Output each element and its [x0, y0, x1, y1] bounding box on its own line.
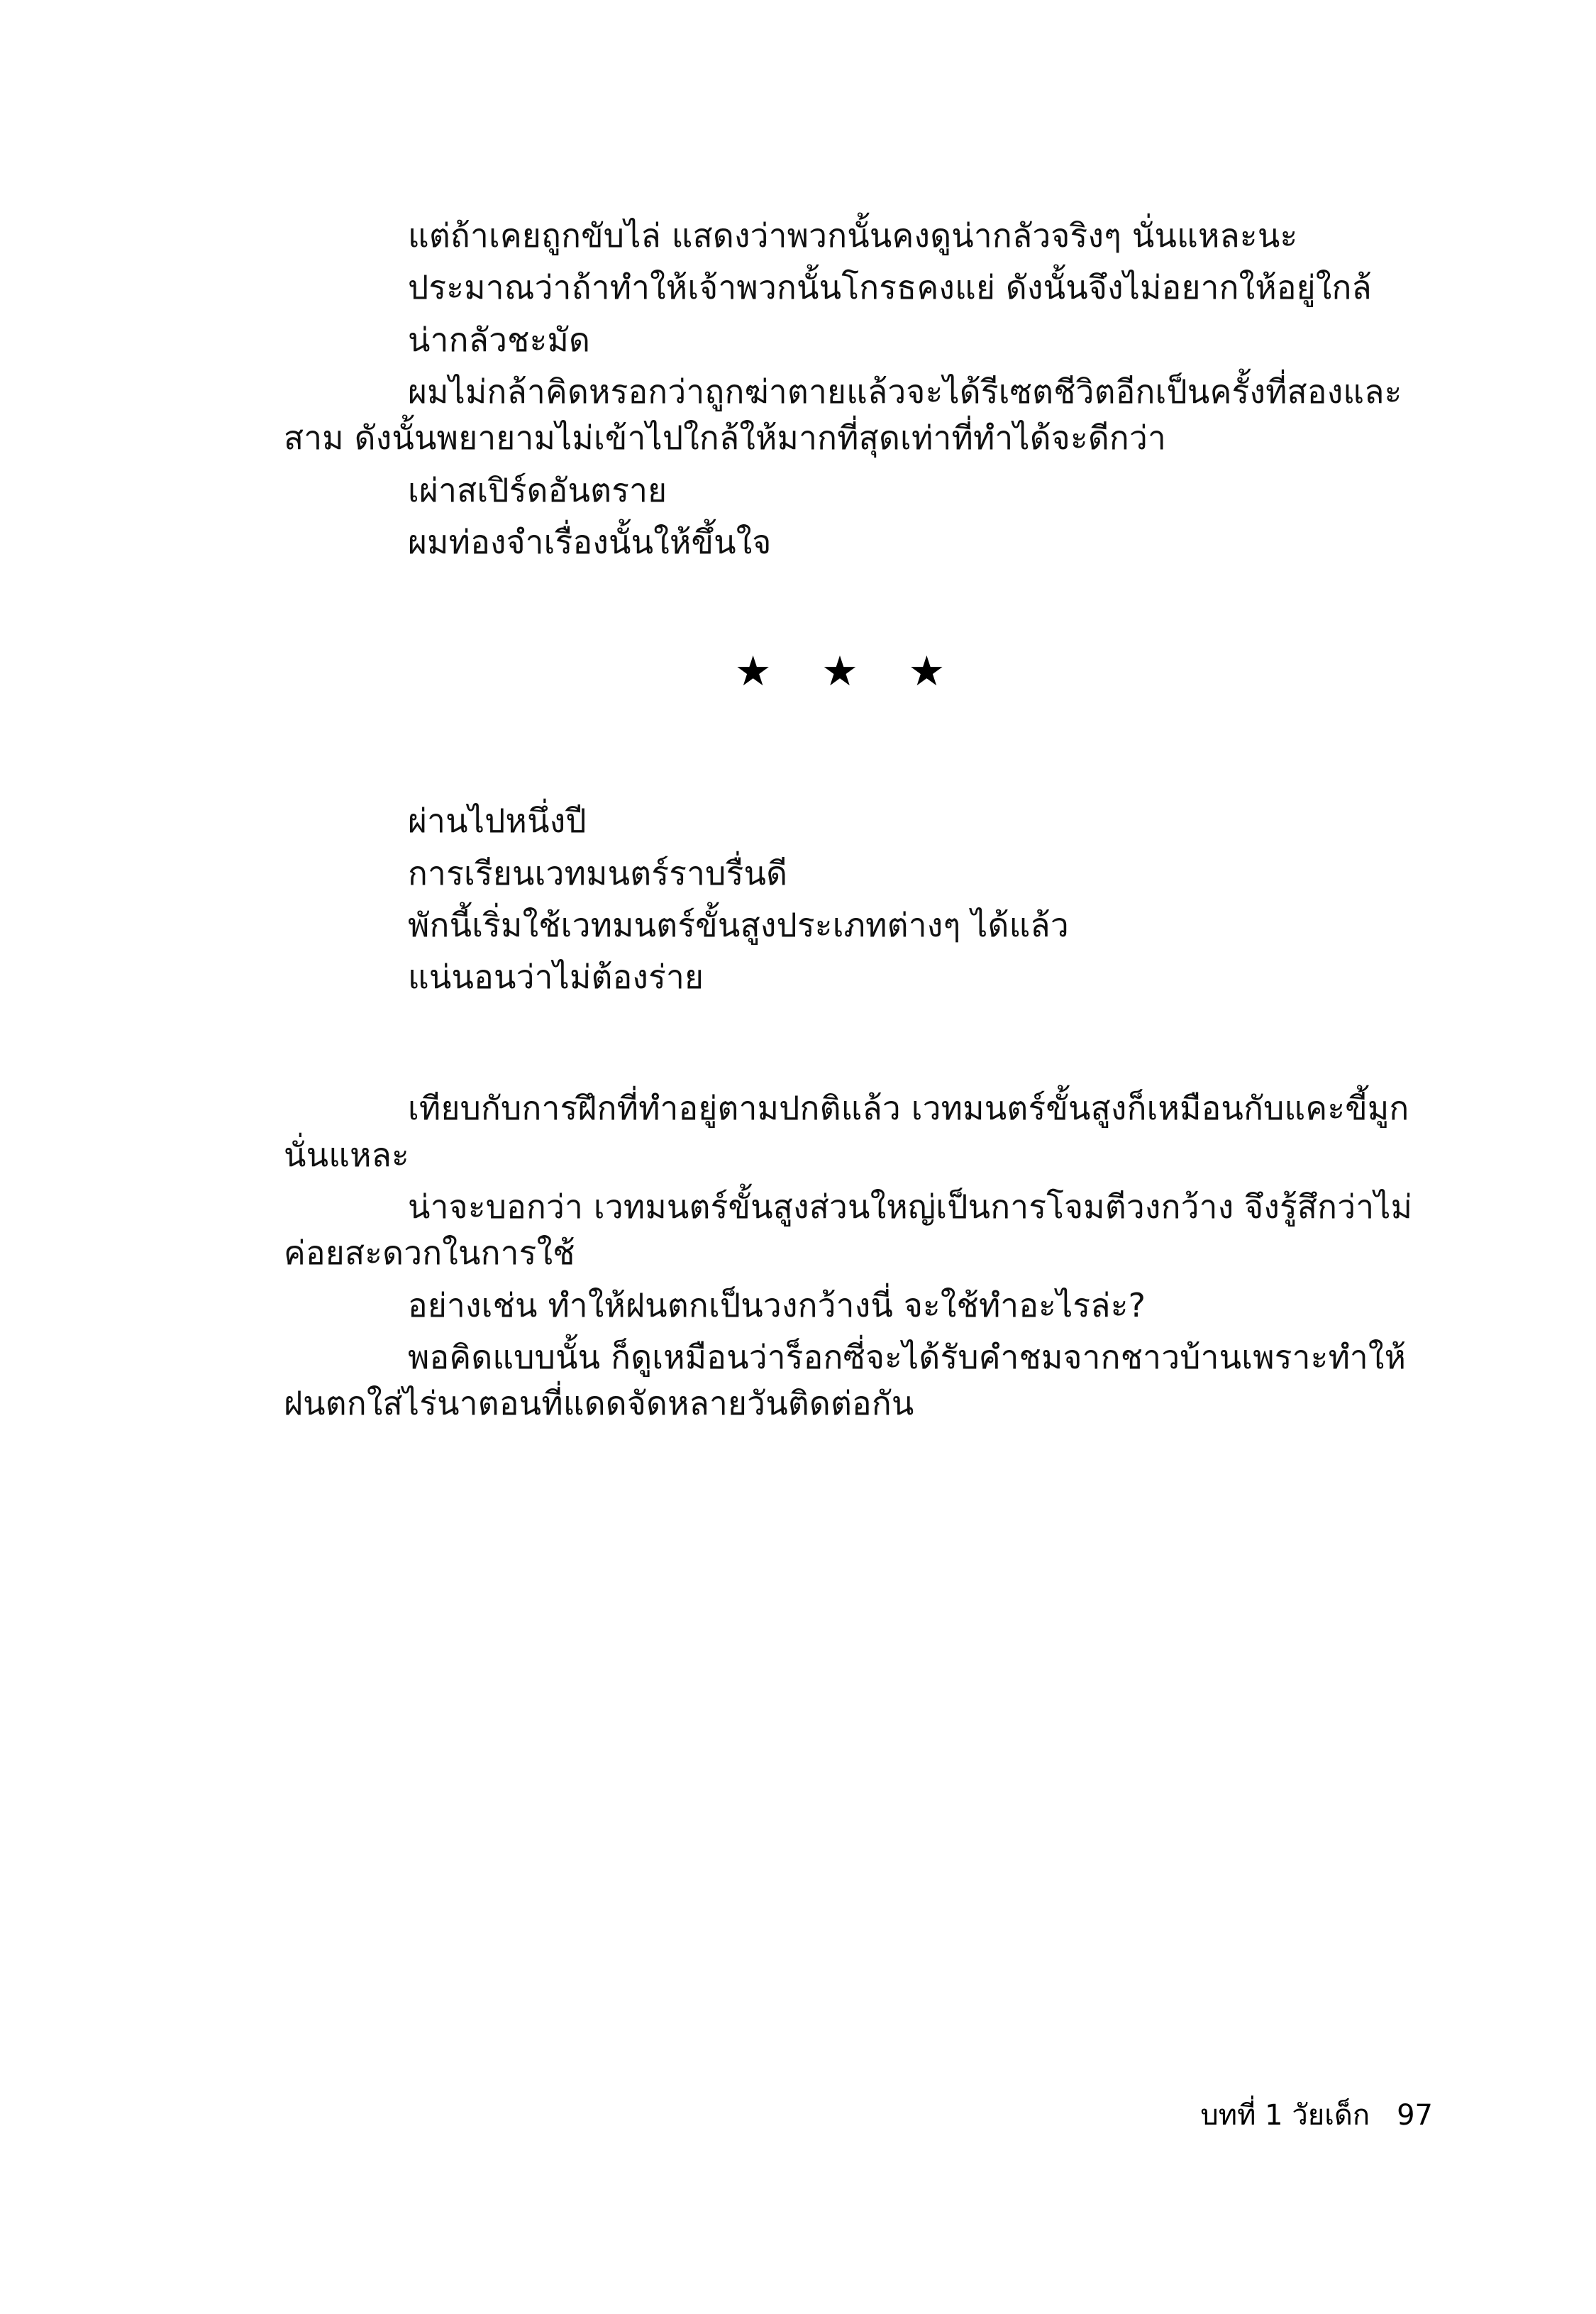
- paragraph: เทียบกับการฝึกที่ทำอยู่ตามปกติแล้ว เวทมนตร์ขั้นสูงก็เหมือนกับแคะขี้มูกนั่นแหละ: [284, 1089, 1409, 1174]
- paragraph: อย่างเช่น ทำให้ฝนตกเป็นวงกว้างนี่ จะใช้ทำอะไรล่ะ?: [408, 1285, 1146, 1324]
- section-two: [284, 798, 1433, 1000]
- paragraph: ผ่านไปหนึ่งปี: [408, 802, 587, 841]
- paragraph: พักนี้เริ่มใช้เวทมนตร์ขั้นสูงประเภทต่างๆ ได้แล้ว: [408, 905, 1069, 944]
- paragraph: พอคิดแบบนั้น ก็ดูเหมือนว่าร็อกซี่จะได้รับคำชมจากชาวบ้านเพราะทำให้ฝนตกใส่ไร่นาตอนที่แดดจัดหลายวันติดต่อกัน: [284, 1338, 1407, 1423]
- page-footer: [1200, 2101, 1433, 2130]
- section-three: [284, 1085, 1433, 1427]
- section-one: [284, 213, 1433, 565]
- paragraph: ผมท่องจำเรื่องนั้นให้ขึ้นใจ: [408, 522, 772, 561]
- footer-chapter-label: บทที่ 1 วัยเด็ก: [1200, 2099, 1370, 2132]
- paragraph: แต่ถ้าเคยถูกขับไล่ แสดงว่าพวกนั้นคงดูน่ากลัวจริงๆ นั่นแหละนะ: [408, 216, 1298, 255]
- spacer: [284, 565, 1433, 651]
- spacer: [284, 1000, 1433, 1085]
- paragraph: เผ่าสเปิร์ดอันตราย: [408, 470, 667, 509]
- paragraph: ผมไม่กล้าคิดหรอกว่าถูกฆ่าตายแล้วจะได้รีเซตชีวิตอีกเป็นครั้งที่สองและสาม ดังนั้นพยายามไม่เข้าไปใกล้ให้มากที่สุดเท่าที่ทำได้จะดีกว่า: [284, 372, 1402, 458]
- scene-divider-stars: ★ ★ ★: [734, 647, 964, 696]
- paragraph: น่ากลัวชะมัด: [408, 320, 591, 359]
- paragraph: น่าจะบอกว่า เวทมนตร์ขั้นสูงส่วนใหญ่เป็นการโจมตีวงกว้าง จึงรู้สึกว่าไม่ค่อยสะดวกในการใช้: [284, 1188, 1413, 1273]
- page-body: [284, 213, 1433, 1427]
- paragraph: ประมาณว่าถ้าทำให้เจ้าพวกนั้นโกรธคงแย่ ดังนั้นจึงไม่อยากให้อยู่ใกล้: [408, 268, 1372, 307]
- spacer: [284, 692, 1433, 798]
- paragraph: แน่นอนว่าไม่ต้องร่าย: [408, 958, 704, 997]
- paragraph: การเรียนเวทมนตร์ราบรื่นดี: [408, 853, 788, 892]
- footer-page-number: 97: [1397, 2099, 1433, 2132]
